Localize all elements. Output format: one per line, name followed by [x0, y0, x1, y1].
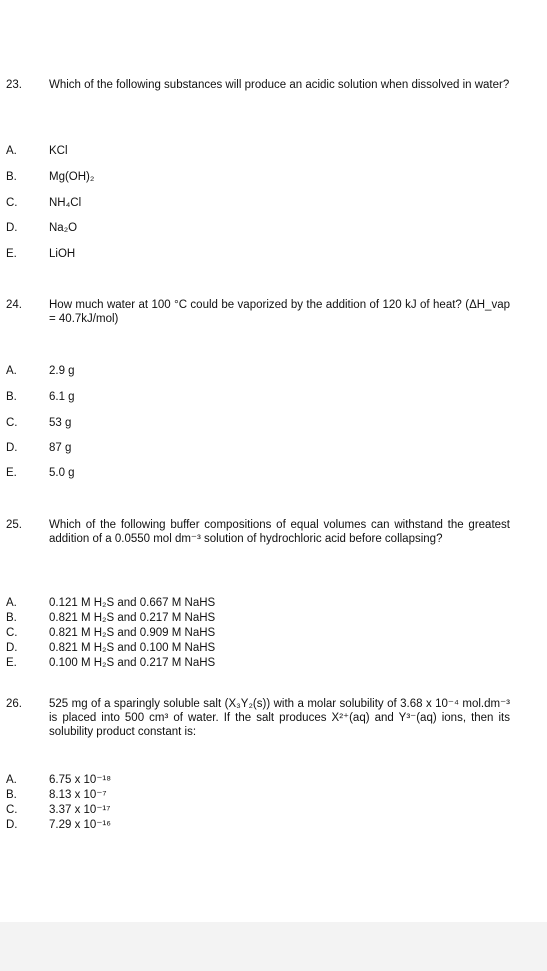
- page-footer-bar: [0, 922, 547, 971]
- option-text: 5.0 g: [49, 467, 75, 479]
- option-text: 0.121 M H₂S and 0.667 M NaHS: [49, 597, 216, 609]
- option-23-a[interactable]: [0, 144, 547, 158]
- option-letter: A.: [6, 597, 17, 609]
- option-24-c[interactable]: [0, 416, 547, 430]
- option-letter: C.: [6, 197, 18, 209]
- question-stem-text: Which of the following substances will produce an acidic solution when dissolved in water?: [49, 79, 510, 91]
- option-26-a[interactable]: [0, 773, 547, 787]
- question-number: 23.: [6, 79, 22, 91]
- option-text: Na₂O: [49, 222, 78, 234]
- question-stem-text: 525 mg of a sparingly soluble salt (X₃Y₂(s)) with a molar solubility of 3.68 x 10⁻⁴ mol.dm⁻³ is placed into 500 cm³ of water. If the salt produces X²⁺(aq) and Y³⁻(aq) ions, then its solubility product constant is:: [49, 698, 510, 738]
- question-stem-text: Which of the following buffer compositions of equal volumes can withstand the greatest addition of a 0.0550 mol dm⁻³ solution of hydrochloric acid before collapsing?: [49, 519, 510, 545]
- option-text: 0.821 M H₂S and 0.100 M NaHS: [49, 642, 216, 654]
- question-stem: [49, 518, 510, 546]
- question-stem-text: How much water at 100 °C could be vaporized by the addition of 120 kJ of heat? (ΔH_vap = 40.7kJ/mol): [49, 299, 510, 325]
- option-letter: D.: [6, 642, 18, 654]
- option-23-c[interactable]: [0, 196, 547, 210]
- option-letter: B.: [6, 612, 17, 624]
- question-stem: [49, 697, 510, 739]
- option-23-d[interactable]: [0, 221, 547, 235]
- option-23-e[interactable]: [0, 247, 547, 261]
- option-letter: B.: [6, 171, 17, 183]
- question-number: 26.: [6, 698, 22, 710]
- option-text: Mg(OH)₂: [49, 171, 95, 183]
- option-text: 53 g: [49, 417, 72, 429]
- option-letter: A.: [6, 145, 17, 157]
- option-25-a[interactable]: [0, 596, 547, 610]
- option-text: 0.821 M H₂S and 0.217 M NaHS: [49, 612, 216, 624]
- option-letter: E.: [6, 467, 17, 479]
- option-text: KCl: [49, 145, 68, 157]
- question-number: 25.: [6, 519, 22, 531]
- option-text: 7.29 x 10⁻¹⁶: [49, 819, 111, 831]
- option-text: NH₄Cl: [49, 197, 82, 209]
- option-23-b[interactable]: [0, 170, 547, 184]
- option-text: 6.1 g: [49, 391, 75, 403]
- option-text: 0.821 M H₂S and 0.909 M NaHS: [49, 627, 216, 639]
- option-letter: D.: [6, 819, 18, 831]
- question-stem: [49, 78, 510, 92]
- option-letter: D.: [6, 222, 18, 234]
- option-letter: A.: [6, 365, 17, 377]
- option-letter: C.: [6, 627, 18, 639]
- option-letter: C.: [6, 804, 18, 816]
- option-26-c[interactable]: [0, 803, 547, 817]
- option-text: 8.13 x 10⁻⁷: [49, 789, 107, 801]
- option-text: 2.9 g: [49, 365, 75, 377]
- option-letter: D.: [6, 442, 18, 454]
- option-letter: B.: [6, 391, 17, 403]
- option-text: 6.75 x 10⁻¹⁸: [49, 774, 112, 786]
- question-number: 24.: [6, 299, 22, 311]
- option-24-d[interactable]: [0, 441, 547, 455]
- option-text: LiOH: [49, 248, 76, 260]
- option-text: 87 g: [49, 442, 72, 454]
- option-24-e[interactable]: [0, 466, 547, 480]
- option-25-b[interactable]: [0, 611, 547, 625]
- option-letter: A.: [6, 774, 17, 786]
- option-text: 0.100 M H₂S and 0.217 M NaHS: [49, 657, 216, 669]
- option-26-b[interactable]: [0, 788, 547, 802]
- question-stem: [49, 298, 510, 326]
- option-letter: E.: [6, 248, 17, 260]
- option-text: 3.37 x 10⁻¹⁷: [49, 804, 111, 816]
- option-24-a[interactable]: [0, 364, 547, 378]
- option-25-d[interactable]: [0, 641, 547, 655]
- option-letter: B.: [6, 789, 17, 801]
- option-25-e[interactable]: [0, 656, 547, 670]
- option-letter: E.: [6, 657, 17, 669]
- option-24-b[interactable]: [0, 390, 547, 404]
- option-26-d[interactable]: [0, 818, 547, 832]
- option-letter: C.: [6, 417, 18, 429]
- option-25-c[interactable]: [0, 626, 547, 640]
